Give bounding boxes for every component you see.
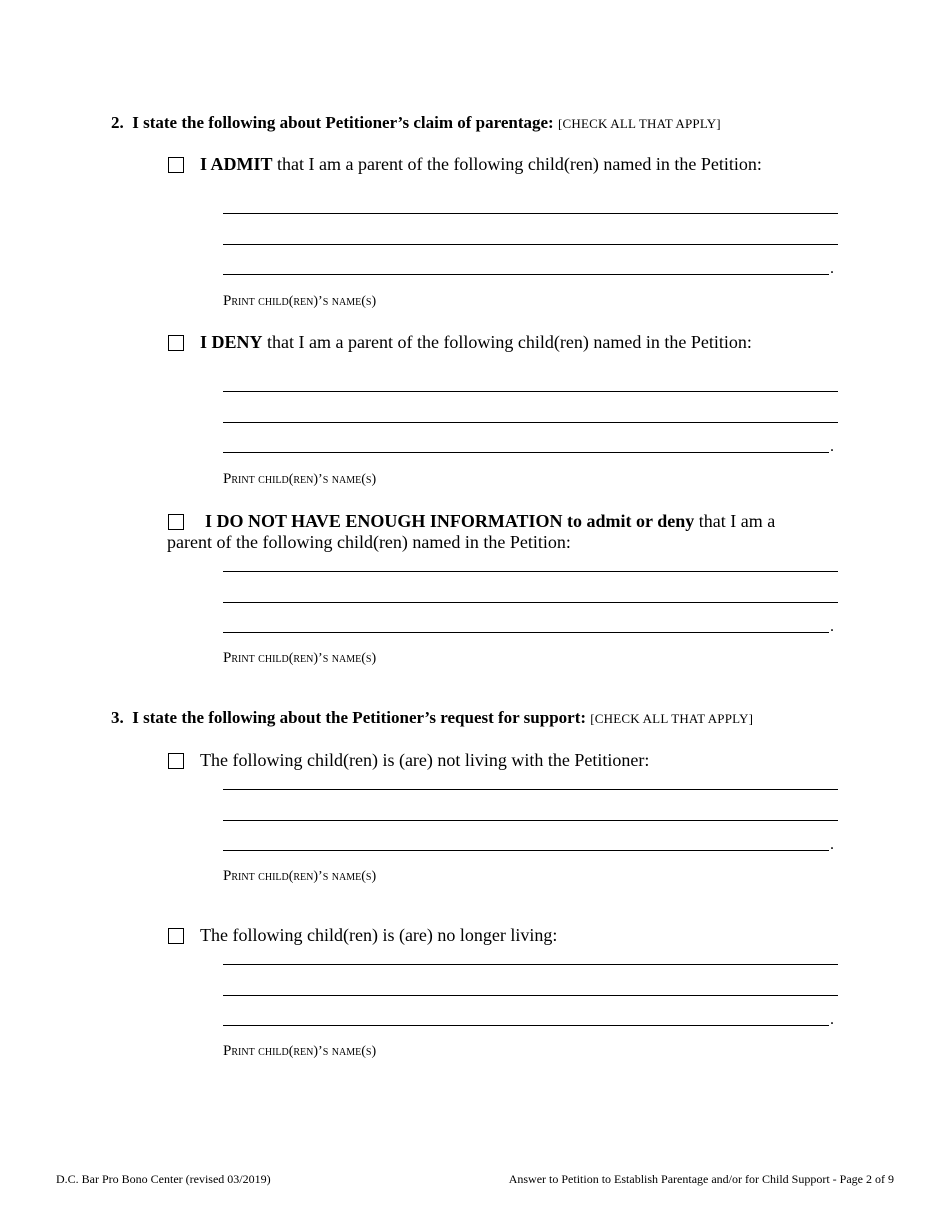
- admit-text: that I am a parent of the following child(ren) named in the Petition:: [277, 154, 762, 174]
- not-living-with-petitioner-statement: The following child(ren) is (are) not living with the Petitioner:: [200, 750, 650, 770]
- no-longer-living-line-period: .: [830, 1011, 834, 1028]
- section-3-note: [CHECK ALL THAT APPLY]: [590, 711, 754, 726]
- section-3-number: 3.: [111, 708, 124, 727]
- admit-checkbox[interactable]: [168, 157, 184, 173]
- admit-name-line-3[interactable]: [223, 274, 829, 275]
- footer-right: Answer to Petition to Establish Parentage and/or for Child Support - Page 2 of 9: [508, 1172, 894, 1186]
- not-enough-info-text: that I am a: [698, 511, 776, 531]
- not-enough-info-name-line-2[interactable]: [223, 602, 838, 603]
- not-enough-info-label: I DO NOT HAVE ENOUGH INFORMATION to admit or deny: [205, 511, 695, 531]
- not-living-name-line-1[interactable]: [223, 789, 838, 790]
- admit-name-caption: Print child(ren)’s name(s): [223, 293, 377, 309]
- not-enough-info-checkbox[interactable]: [168, 514, 184, 530]
- not-enough-info-statement-cont: parent of the following child(ren) named in the Petition:: [167, 532, 571, 552]
- no-longer-living-name-caption: Print child(ren)’s name(s): [223, 1043, 377, 1059]
- admit-statement: [200, 154, 762, 175]
- deny-name-line-3[interactable]: [223, 452, 829, 453]
- admit-label: I ADMIT: [200, 154, 273, 174]
- no-longer-living-checkbox[interactable]: [168, 928, 184, 944]
- not-enough-info-line-period: .: [830, 618, 834, 635]
- not-living-name-line-2[interactable]: [223, 820, 838, 821]
- not-living-line-period: .: [830, 836, 834, 853]
- not-living-with-petitioner-checkbox[interactable]: [168, 753, 184, 769]
- deny-checkbox[interactable]: [168, 335, 184, 351]
- deny-line-period: .: [830, 438, 834, 455]
- deny-text: that I am a parent of the following child(ren) named in the Petition:: [267, 332, 752, 352]
- section-2-title: I state the following about Petitioner’s claim of parentage:: [132, 113, 554, 132]
- not-living-name-line-3[interactable]: [223, 850, 829, 851]
- not-living-name-caption: Print child(ren)’s name(s): [223, 868, 377, 884]
- not-enough-info-name-line-3[interactable]: [223, 632, 829, 633]
- deny-statement: [200, 332, 752, 353]
- section-3-title: I state the following about the Petitioner’s request for support:: [132, 708, 587, 727]
- deny-label: I DENY: [200, 332, 263, 352]
- no-longer-living-name-line-2[interactable]: [223, 995, 838, 996]
- no-longer-living-statement: The following child(ren) is (are) no longer living:: [200, 925, 558, 945]
- not-enough-info-name-line-1[interactable]: [223, 571, 838, 572]
- section-2-heading: [111, 113, 721, 133]
- section-2-note: [CHECK ALL THAT APPLY]: [557, 116, 721, 131]
- no-longer-living-name-line-1[interactable]: [223, 964, 838, 965]
- section-3-heading: [111, 708, 753, 728]
- admit-name-line-1[interactable]: [223, 213, 838, 214]
- section-2-number: 2.: [111, 113, 124, 132]
- admit-name-line-2[interactable]: [223, 244, 838, 245]
- deny-name-line-1[interactable]: [223, 391, 838, 392]
- not-enough-info-name-caption: Print child(ren)’s name(s): [223, 650, 377, 666]
- footer-left: D.C. Bar Pro Bono Center (revised 03/2019): [56, 1172, 271, 1186]
- deny-name-caption: Print child(ren)’s name(s): [223, 471, 377, 487]
- deny-name-line-2[interactable]: [223, 422, 838, 423]
- admit-line-period: .: [830, 260, 834, 277]
- not-enough-info-statement: [205, 511, 775, 532]
- no-longer-living-name-line-3[interactable]: [223, 1025, 829, 1026]
